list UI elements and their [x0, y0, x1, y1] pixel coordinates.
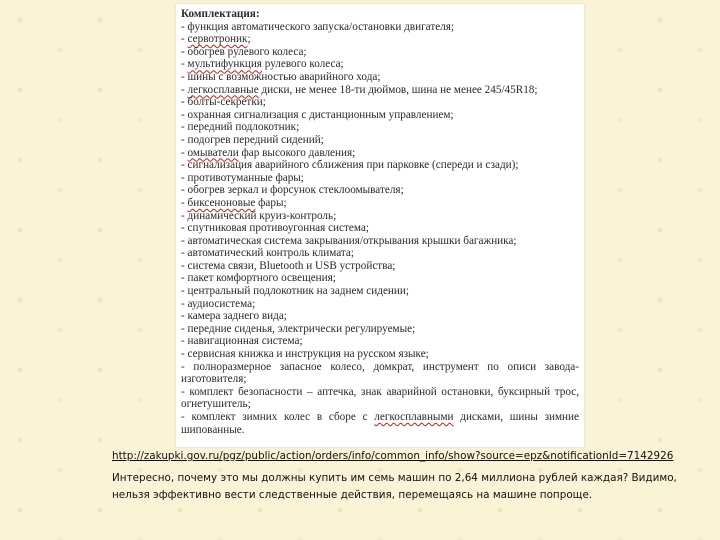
item-text: - передние сиденья, электрически регулируемые;	[181, 322, 416, 335]
equipment-item	[181, 235, 579, 248]
document-scan	[176, 4, 584, 447]
item-text: - болты-секретки;	[181, 96, 266, 109]
equipment-item	[181, 411, 579, 436]
commentary-text: Интересно, почему это мы должны купить им семь машин по 2,64 миллиона рублей каждая? Видимо, нельзя эффективно вести следственные действия, перемещаясь на машине попроще.	[112, 472, 677, 501]
equipment-item	[181, 121, 579, 134]
item-text-suffix: дисками, шины зимние шипованные.	[181, 411, 579, 436]
equipment-item	[181, 386, 579, 411]
item-text-suffix: фары;	[255, 196, 287, 209]
item-text: - комплект безопасности – аптечка, знак аварийной остановки, буксирный трос, огнетушитель;	[181, 385, 579, 411]
equipment-item	[181, 21, 579, 34]
equipment-item	[181, 285, 579, 298]
item-text: -	[181, 83, 188, 96]
spellcheck-underlined-word: легкосплавными	[374, 411, 454, 423]
equipment-item	[181, 134, 579, 147]
equipment-list	[181, 8, 579, 436]
spellcheck-underlined-word: сервотроник	[187, 33, 248, 46]
item-text: - автоматический контроль климата;	[181, 247, 354, 260]
item-text-suffix: диски, не менее 18-ти дюймов, шина не менее 245/45R18;	[258, 83, 538, 96]
equipment-item	[181, 310, 579, 323]
equipment-item	[181, 197, 579, 210]
item-text: - сигнализация аварийного сближения при парковке (спереди и сзади);	[181, 159, 519, 172]
equipment-item	[181, 272, 579, 285]
equipment-item	[181, 84, 579, 97]
equipment-item	[181, 96, 579, 109]
item-text: - передний подлокотник;	[181, 121, 300, 134]
spellcheck-underlined-word: биксеноновые	[187, 196, 256, 209]
equipment-item	[181, 222, 579, 235]
item-text: - обогрев зеркал и форсунок стеклоомывателя;	[181, 184, 404, 197]
spellcheck-underlined-word: мультифункция	[187, 58, 262, 71]
item-text-suffix: рулевого колеса;	[261, 58, 344, 71]
equipment-item	[181, 46, 579, 59]
item-text: - автоматическая система закрывания/открывания крышки багажника;	[181, 234, 517, 247]
item-text: - динамический круиз-контроль;	[181, 209, 337, 222]
item-text: - охранная сигнализация с дистанционным управлением;	[181, 108, 454, 121]
equipment-item	[181, 260, 579, 273]
item-text: - подогрев передний сидений;	[181, 133, 324, 146]
item-text: - шины с возможностью аварийного хода;	[181, 70, 381, 83]
equipment-item	[181, 58, 579, 71]
spellcheck-underlined-word: омыватели	[187, 146, 239, 159]
item-text: - аудиосистема;	[181, 297, 256, 310]
item-text: - навигационная система;	[181, 335, 303, 348]
equipment-item	[181, 298, 579, 311]
item-text: - комплект зимних колес в сборе с	[181, 411, 375, 423]
item-text-suffix: ;	[247, 33, 251, 46]
item-text: - функция автоматического запуска/остановки двигателя;	[181, 20, 455, 33]
item-text-suffix: фар высокого давления;	[238, 146, 356, 159]
spellcheck-underlined-word: легкосплавные	[187, 83, 259, 96]
item-text: - пакет комфортного освещения;	[181, 272, 336, 285]
equipment-item	[181, 335, 579, 348]
item-text: -	[181, 196, 188, 209]
equipment-item	[181, 71, 579, 84]
item-text: -	[181, 58, 188, 71]
item-text: - сервисная книжка и инструкция на русском языке;	[181, 348, 429, 361]
item-text: - камера заднего вида;	[181, 310, 287, 323]
item-text: - центральный подлокотник на заднем сидении;	[181, 285, 409, 298]
item-text: - обогрев рулевого колеса;	[181, 45, 307, 58]
equipment-item	[181, 109, 579, 122]
item-text: - полноразмерное запасное колесо, домкрат, инструмент по описи завода-изготовителя;	[181, 360, 579, 386]
equipment-item	[181, 33, 579, 46]
item-text: - система связи, Bluetooth и USB устройства;	[181, 259, 396, 272]
equipment-item	[181, 361, 579, 386]
equipment-item	[181, 210, 579, 223]
equipment-title: Комплектация:	[181, 8, 260, 20]
equipment-item	[181, 159, 579, 172]
equipment-item	[181, 172, 579, 185]
equipment-item	[181, 147, 579, 160]
item-text: - противотуманные фары;	[181, 171, 304, 184]
source-link[interactable]: http://zakupki.gov.ru/pgz/public/action/orders/info/common_info/show?source=epz&notificationId=7142926	[112, 450, 674, 462]
equipment-items	[181, 21, 579, 437]
equipment-item	[181, 348, 579, 361]
equipment-item	[181, 184, 579, 197]
item-text: -	[181, 146, 188, 159]
equipment-item	[181, 323, 579, 336]
item-text: - спутниковая противоугонная система;	[181, 222, 369, 235]
equipment-item	[181, 247, 579, 260]
item-text: -	[181, 33, 188, 46]
